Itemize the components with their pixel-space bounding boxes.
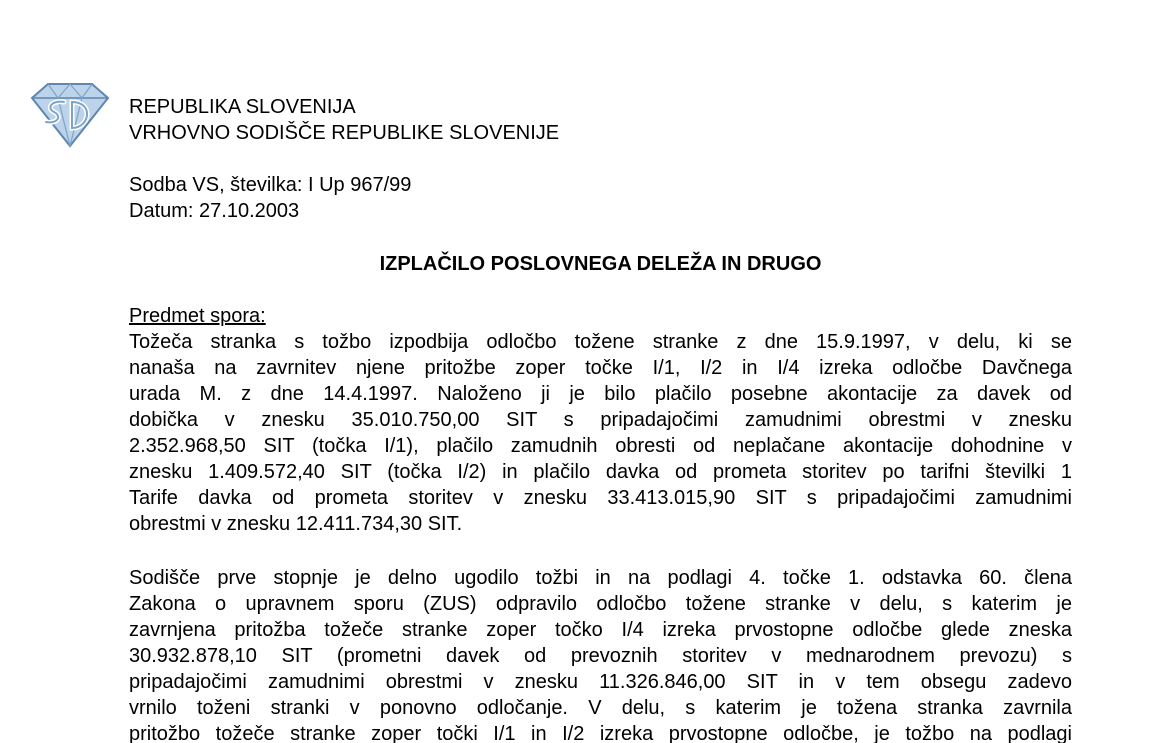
paragraph-line: nanaša na zavrnitev njene pritožbe zoper točke I/1, I/2 in I/4 izreka odločbe Davčnega: [129, 357, 1072, 379]
paragraph-line: Tožeča stranka s tožbo izpodbija odločbo tožene stranke z dne 15.9.1997, v delu, ki se: [129, 331, 1072, 353]
paragraph-line: vrnilo toženi stranki v ponovno odločanje. V delu, s katerim je tožena stranka zavrnila: [129, 697, 1072, 719]
paragraph-subject: [129, 329, 1072, 537]
section-label-subject: Predmet spora:: [129, 305, 266, 327]
case-meta: [129, 172, 411, 224]
paragraph-line: 30.932.878,10 SIT (prometni davek od prevoznih storitev v mednarodnem prevozu) s: [129, 645, 1072, 667]
header-republic: REPUBLIKA SLOVENIJA: [129, 96, 356, 118]
paragraph-line: obrestmi v znesku 12.411.734,30 SIT.: [129, 513, 463, 535]
case-date: Datum: 27.10.2003: [129, 200, 300, 222]
paragraph-line: Tarife davka od prometa storitev v znesku 33.413.015,90 SIT s pripadajočimi zamudnimi: [129, 487, 1072, 509]
paragraph-first-instance: [129, 565, 1072, 743]
paragraph-line: zavrnjena pritožba tožeče stranke zoper točko I/4 izreka prvostopne odločbe glede zneska: [129, 619, 1072, 641]
paragraph-line: znesku 1.409.572,40 SIT (točka I/2) in plačilo davka od prometa storitev po tarifni številki 1: [129, 461, 1072, 483]
paragraph-line: Sodišče prve stopnje je delno ugodilo tožbi in na podlagi 4. točke 1. odstavka 60. člena: [129, 567, 1072, 589]
case-number: Sodba VS, številka: I Up 967/99: [129, 174, 412, 196]
paragraph-line: Zakona o upravnem sporu (ZUS) odpravilo odločbo tožene stranke v delu, s katerim je: [129, 593, 1072, 615]
paragraph-line: 2.352.968,50 SIT (točka I/1), plačilo zamudnih obresti od neplačane akontacije dohodnine v: [129, 435, 1072, 457]
court-emblem-icon: [28, 80, 112, 150]
document-title: IZPLAČILO POSLOVNEGA DELEŽA IN DRUGO: [379, 253, 822, 275]
court-header: [129, 94, 559, 146]
paragraph-line: urada M. z dne 14.4.1997. Naloženo ji je bilo plačilo posebne akontacije za davek od: [129, 383, 1072, 405]
paragraph-line: dobička v znesku 35.010.750,00 SIT s pripadajočimi zamudnimi obrestmi v znesku: [129, 409, 1072, 431]
paragraph-line: pritožbo tožeče stranke zoper točki I/1 in I/2 izreka prvostopne odločbe, je tožbo na podlagi: [129, 723, 1072, 743]
header-court: VRHOVNO SODIŠČE REPUBLIKE SLOVENIJE: [129, 122, 560, 144]
paragraph-line: pripadajočimi zamudnimi obrestmi v znesku 11.326.846,00 SIT in v tem obsegu zadevo: [129, 671, 1072, 693]
